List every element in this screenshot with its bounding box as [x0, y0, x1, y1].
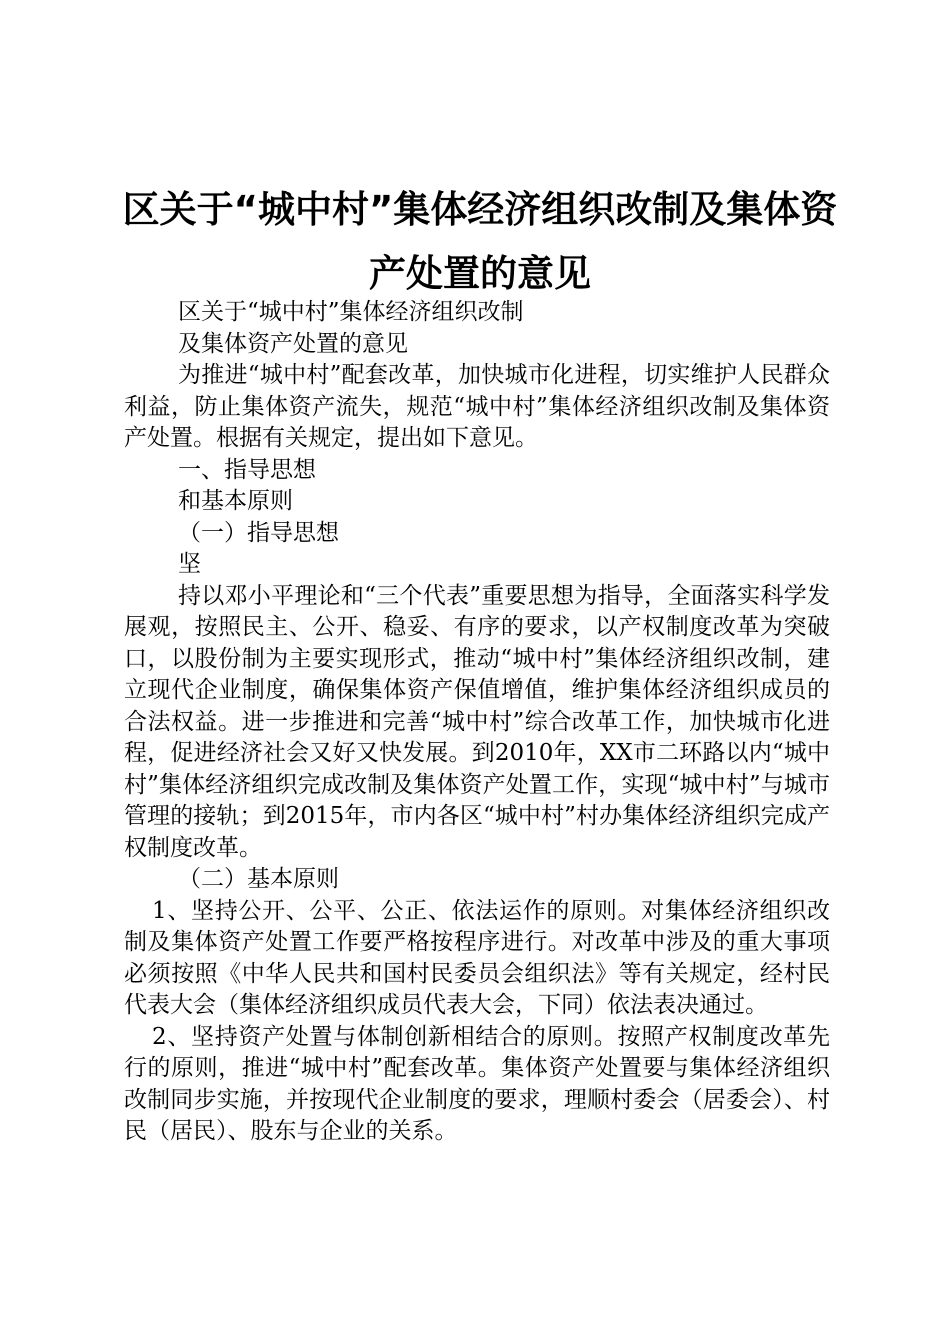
intro-paragraph: 为推进“城中村”配套改革，加快城市化进程，切实维护人民群众利益，防止集体资产流失，规范“城中村”集体经济组织改制及集体资产处置。根据有关规定，提出如下意见。	[124, 362, 830, 451]
principle-1-paragraph: 1、坚持公开、公平、公正、依法运作的原则。对集体经济组织改制及集体资产处置工作要严格按程序进行。对改革中涉及的重大事项必须按照《中华人民共和国村民委员会组织法》等有关规定，经村民代表大会（集体经济组织成员代表大会，下同）依法表决通过。	[124, 897, 830, 1018]
subsection-heading-2: （二）基本原则	[178, 866, 339, 892]
subtitle-line-1: 区关于“城中村”集体经济组织改制	[178, 299, 524, 325]
subtitle-line-2: 及集体资产处置的意见	[178, 330, 408, 357]
principle-2-paragraph: 2、坚持资产处置与体制创新相结合的原则。按照产权制度改革先行的原则，推进“城中村”配套改革。集体资产处置要与集体经济组织改制同步实施，并按现代企业制度的要求，理顺村委会（居委会）、村民（居民）、股东与企业的关系。	[124, 1023, 830, 1144]
paragraph-fragment: 坚	[178, 551, 201, 577]
guiding-thought-paragraph: 持以邓小平理论和“三个代表”重要思想为指导，全面落实科学发展观，按照民主、公开、稳妥、有序的要求，以产权制度改革为突破口，以股份制为主要实现形式，推动“城中村”集体经济组织改制，建立现代企业制度，确保集体资产保值增值，维护集体经济组织成员的合法权益。进一步推进和完善“城中村”综合改革工作，加快城市化进程，促进经济社会又好又快发展。到2010年，XX市二环路以内“城中村”集体经济组织完成改制及集体资产处置工作，实现“城中村”与城市管理的接轨；到2015年，市内各区“城中村”村办集体经济组织完成产权制度改革。	[124, 582, 830, 861]
document-title: 区关于“城中村”集体经济组织改制及集体资产处置的意见	[122, 188, 838, 295]
section-heading-1: 一、指导思想	[178, 456, 316, 483]
subsection-heading-1: （一）指导思想	[178, 519, 339, 546]
section-heading-1-cont: 和基本原则	[178, 488, 293, 514]
document-body	[124, 297, 830, 1148]
